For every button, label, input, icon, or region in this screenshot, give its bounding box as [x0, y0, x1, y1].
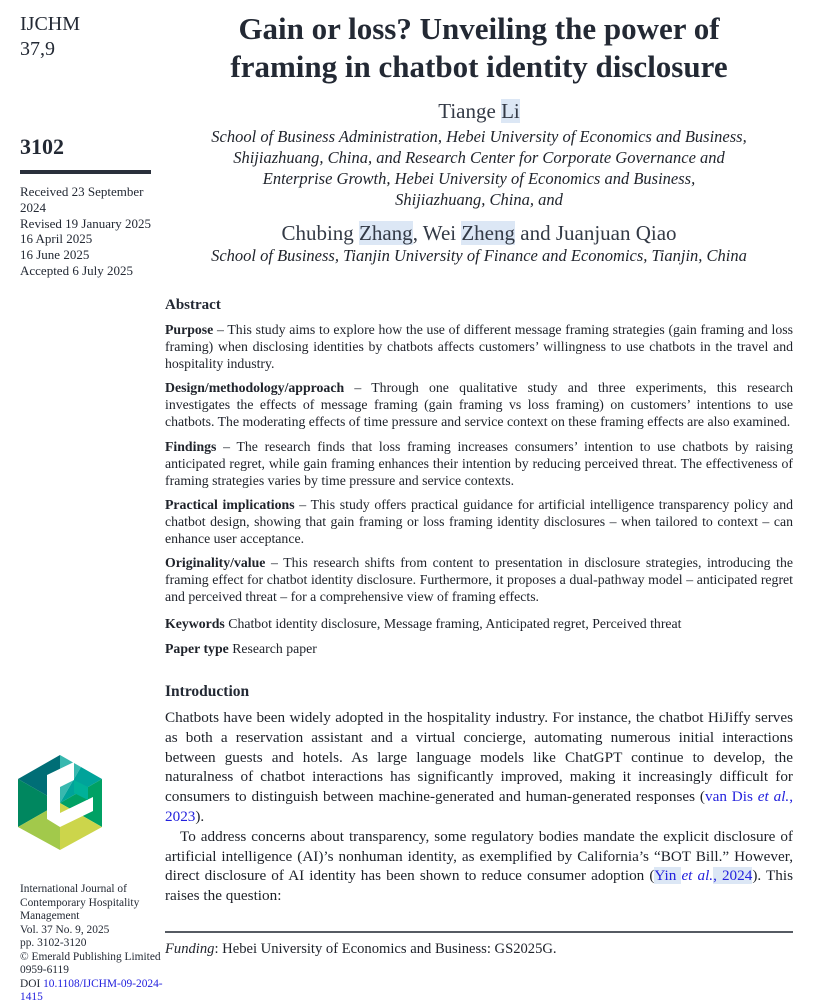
- paragraph-text: ).: [195, 807, 205, 825]
- intro-paragraph-2: [165, 827, 793, 906]
- keywords-line: [165, 615, 793, 632]
- doi-label: DOI: [20, 977, 44, 990]
- affiliation-1: [165, 126, 793, 210]
- citation-year: , 2024: [713, 867, 753, 885]
- abstract-originality: [165, 554, 793, 605]
- sidebar-divider: [20, 170, 151, 174]
- keywords-text: Chatbot identity disclosure, Message framing, Anticipated regret, Perceived threat: [224, 616, 682, 632]
- author-line-2: [165, 221, 793, 245]
- emerald-publishing-logo-icon: [14, 754, 106, 850]
- author-link-li[interactable]: Li: [501, 99, 520, 123]
- paper-type-text: Research paper: [228, 641, 317, 657]
- citation-text: Yin: [654, 867, 682, 885]
- author-first-name: Tiange: [438, 99, 502, 123]
- citation-etal: et al.: [757, 788, 790, 806]
- imprint-line: © Emerald Publishing Limited: [20, 950, 161, 963]
- affiliation-1-line: Enterprise Growth, Hebei University of Economics and Business,: [262, 169, 696, 188]
- author-link-zhang[interactable]: Zhang: [359, 221, 413, 245]
- design-label: Design/methodology/approach: [165, 380, 345, 396]
- doi-link[interactable]: 10.1108/IJCHM-09-2024-1415: [20, 977, 163, 1003]
- citation-yin-2024[interactable]: [654, 867, 752, 884]
- citation-etal: et al.: [681, 867, 714, 885]
- date-accepted: Accepted 6 July 2025: [20, 262, 134, 278]
- imprint-line: Contemporary Hospitality: [20, 896, 140, 909]
- paper-type-label: Paper type: [165, 641, 229, 657]
- imprint-line: International Journal of: [20, 883, 127, 895]
- article-title: [165, 10, 793, 86]
- citation-year: , 2023: [165, 788, 794, 825]
- purpose-label: Purpose: [165, 322, 214, 337]
- article-history: [20, 184, 162, 279]
- introduction-section: [165, 682, 793, 906]
- abstract-findings: [165, 438, 793, 489]
- abstract-section: [165, 296, 793, 657]
- author-name: and Juanjuan Qiao: [515, 221, 677, 245]
- title-line-2: framing in chatbot identity disclosure: [230, 49, 728, 84]
- abstract-practical-implications: [165, 496, 793, 547]
- affiliation-2: School of Business, Tianjin University of Finance and Economics, Tianjin, China: [211, 246, 747, 265]
- doi-line: [20, 978, 170, 1005]
- date-revised: Revised 19 January 2025: [20, 215, 152, 231]
- practical-label: Practical implications: [165, 496, 295, 512]
- funding-text: : Hebei University of Economics and Business: GS2025G.: [214, 941, 557, 957]
- findings-text: – The research finds that loss framing increases consumers’ intention to use chatbots by raising anticipated regret, while gain framing enhances their intention by reducing perceived threat. The effectiveness of framing strategies varies by time pressure and service contexts.: [165, 438, 793, 488]
- journal-code: IJCHM: [20, 13, 81, 35]
- date-revised-3: 16 June 2025: [20, 247, 90, 263]
- abstract-design: [165, 379, 793, 430]
- paragraph-text: To address concerns about transparency, some regulatory bodies mandate the explicit disclosure of artificial intelligence (AI)’s nonhuman identity, as exemplified by California’s “BOT Bill.” However, direct disclosure of AI identity has been shown to reduce consumer adoption (: [165, 827, 793, 885]
- practical-text: – This study offers practical guidance for artificial intelligence transparency policy and chatbot design, showing that gain framing or loss framing identity disclosures – when tailored to context – can enhance user acceptance.: [165, 496, 793, 547]
- affiliation-1-line: School of Business Administration, Hebei University of Economics and Business,: [211, 127, 747, 146]
- originality-text: – This research shifts from content to presentation in disclosure strategies, introducing the framing effect for chatbot identity disclosure. Furthermore, it proposes a dual-pathway model – anticipated regret and perceived threat – for a comprehensive view of framing effects.: [165, 555, 793, 605]
- date-revised-2: 16 April 2025: [20, 231, 93, 247]
- journal-reference: [20, 12, 80, 62]
- imprint-line: 0959-6119: [20, 964, 69, 976]
- title-line-1: Gain or loss? Unveiling the power of: [238, 11, 720, 46]
- imprint-line: Management: [20, 910, 80, 922]
- keywords-label: Keywords: [165, 616, 225, 632]
- citation-text: van Dis: [704, 788, 758, 806]
- design-text: – Through one qualitative study and three experiments, this research investigates the effects of message framing (gain framing vs loss framing) on customers’ intentions to use chatbots. The moderating effects of time pressure and service context on these framing effects are also examined.: [165, 380, 793, 430]
- imprint-line: Vol. 37 No. 9, 2025: [20, 923, 110, 936]
- affiliation-1-line: Shijiazhuang, China, and Research Center for Corporate Governance and: [233, 148, 725, 167]
- author-link-zheng[interactable]: Zheng: [461, 221, 516, 245]
- findings-label: Findings: [165, 438, 217, 454]
- emerald-cube-icon: [14, 754, 106, 850]
- author-name: , Wei: [412, 221, 462, 245]
- imprint-line: pp. 3102-3120: [20, 937, 87, 949]
- funding-label: Funding: [165, 941, 215, 957]
- purpose-text: – This study aims to explore how the use of different message framing strategies (gain framing and loss framing) when disclosing identities by chatbots affects customers’ willingness to use chatbots in the travel and hospitality industry.: [165, 322, 793, 372]
- author-name: Chubing: [281, 221, 360, 245]
- paragraph-text: Chatbots have been widely adopted in the hospitality industry. For instance, the chatbot HiJiffy serves as both a reservation assistant and a virtual concierge, automating numerous initial interactions between guests and hotels. As large language models like ChatGPT continue to develop, the naturalness of chatbot interactions has significantly improved, making it increasingly difficult for consumers to distinguish between machine-generated and human-generated responses (: [165, 709, 793, 806]
- paper-type-line: [165, 640, 793, 657]
- paragraph-text: ). This raises the question:: [165, 867, 793, 905]
- intro-paragraph-1: [165, 708, 793, 827]
- abstract-heading: Abstract: [165, 297, 221, 313]
- introduction-heading: Introduction: [165, 683, 250, 700]
- article-header: [165, 0, 793, 266]
- author-line-1: [165, 99, 793, 123]
- abstract-purpose: [165, 321, 793, 372]
- originality-label: Originality/value: [165, 555, 266, 571]
- date-received: Received 23 September 2024: [20, 184, 144, 215]
- affiliation-1-line: Shijiazhuang, China, and: [395, 190, 563, 209]
- page-number: 3102: [20, 134, 64, 159]
- journal-volume-issue: 37,9: [20, 38, 55, 60]
- funding-footnote: [165, 931, 793, 958]
- journal-imprint: [20, 883, 170, 1005]
